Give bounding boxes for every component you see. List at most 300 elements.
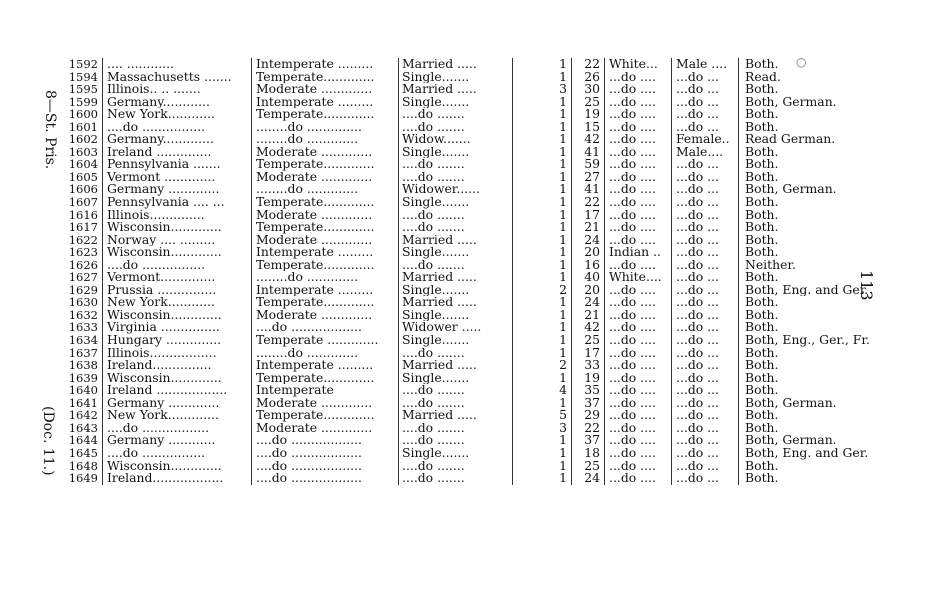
temperance-cell: Moderate .............: [252, 171, 399, 184]
sex-cell: ...do ...: [672, 372, 739, 385]
race-cell: ...do ....: [605, 221, 672, 234]
age-cell: 35: [572, 384, 605, 397]
race-cell: ...do ....: [605, 108, 672, 121]
sex-cell: ...do ...: [672, 422, 739, 435]
temperance-cell: Moderate .............: [252, 422, 399, 435]
marital-status-cell: ....do .......: [399, 347, 513, 360]
sex-cell: ...do ...: [672, 397, 739, 410]
sex-cell: ...do ...: [672, 409, 739, 422]
sex-cell: ...do ...: [672, 296, 739, 309]
race-cell: Indian ..: [605, 246, 672, 259]
column-gap: [513, 334, 544, 347]
race-cell: ...do ....: [605, 434, 672, 447]
table-row: [66, 183, 895, 196]
nativity-cell: Virginia ...............: [103, 321, 252, 334]
sex-cell: ...do ...: [672, 158, 739, 171]
race-cell: ...do ....: [605, 460, 672, 473]
nativity-cell: Wisconsin.............: [103, 309, 252, 322]
race-cell: ...do ....: [605, 321, 672, 334]
race-cell: ...do ....: [605, 284, 672, 297]
temperance-cell: Intemperate .........: [252, 246, 399, 259]
sex-cell: ...do ...: [672, 259, 739, 272]
sex-cell: ...do ...: [672, 359, 739, 372]
column-gap: [513, 384, 544, 397]
age-cell: 30: [572, 83, 605, 96]
age-cell: 15: [572, 121, 605, 134]
nativity-cell: Illinois..............: [103, 209, 252, 222]
record-number: 1595: [68, 83, 98, 96]
education-cell: Both.: [739, 422, 896, 435]
education-cell: Both, Eng. and Ger.: [739, 447, 896, 460]
sex-cell: ...do ...: [672, 246, 739, 259]
age-cell: 21: [572, 309, 605, 322]
nativity-cell: ....do ................: [103, 259, 252, 272]
prisoner-statistics-table: [66, 58, 895, 485]
running-head-side-label: 8—St. Pris.: [42, 90, 58, 170]
age-cell: 18: [572, 447, 605, 460]
education-cell: Both.: [739, 409, 896, 422]
table-row: [66, 271, 895, 284]
race-cell: ...do ....: [605, 472, 672, 485]
race-cell: White...: [605, 58, 672, 71]
temperance-cell: Intemperate .........: [252, 359, 399, 372]
temperance-cell: Temperate.............: [252, 259, 399, 272]
count-cell: 1: [559, 145, 567, 159]
temperance-cell: ....do ..................: [252, 434, 399, 447]
nativity-cell: ....do .................: [103, 422, 252, 435]
marital-status-cell: Single.......: [399, 146, 513, 159]
marital-status-cell: ....do .......: [399, 221, 513, 234]
record-number: 1623: [68, 246, 98, 259]
column-gap: [513, 121, 544, 134]
age-cell: 26: [572, 71, 605, 84]
nativity-cell: ....do ................: [103, 121, 252, 134]
nativity-cell: Ireland ..................: [103, 384, 252, 397]
sex-cell: ...do ...: [672, 121, 739, 134]
nativity-cell: Norway .... .........: [103, 234, 252, 247]
education-cell: Both.: [739, 372, 896, 385]
temperance-cell: Temperate.............: [252, 158, 399, 171]
sex-cell: ...do ...: [672, 108, 739, 121]
race-cell: ...do ....: [605, 347, 672, 360]
count-cell: 1: [559, 70, 567, 84]
age-cell: 22: [572, 58, 605, 71]
marital-status-cell: ....do .......: [399, 259, 513, 272]
record-number: 1644: [68, 434, 98, 447]
count-cell: 1: [559, 396, 567, 410]
age-cell: 40: [572, 271, 605, 284]
marital-status-cell: Single.......: [399, 309, 513, 322]
age-cell: 41: [572, 183, 605, 196]
count-cell: 1: [559, 246, 567, 259]
table-row: [66, 296, 895, 309]
record-number: 1637: [68, 346, 98, 360]
count-cell: 1: [559, 371, 567, 385]
nativity-cell: Germany.............: [103, 133, 252, 146]
marital-status-cell: Widower .....: [399, 321, 513, 334]
sex-cell: ...do ...: [672, 284, 739, 297]
education-cell: Both, German.: [739, 183, 896, 196]
nativity-cell: Vermont..............: [103, 271, 252, 284]
temperance-cell: ....do ..................: [252, 472, 399, 485]
age-cell: 27: [572, 171, 605, 184]
record-number: 1629: [68, 283, 98, 297]
column-gap: [513, 108, 544, 121]
nativity-cell: Prussia ...............: [103, 284, 252, 297]
record-number: 1639: [68, 371, 98, 385]
record-number: 1632: [68, 308, 98, 322]
record-number: 1630: [68, 296, 98, 309]
marital-status-cell: Single.......: [399, 246, 513, 259]
age-cell: 42: [572, 133, 605, 146]
race-cell: ...do ....: [605, 209, 672, 222]
count-cell: 1: [559, 472, 567, 485]
age-cell: 24: [572, 234, 605, 247]
count-cell: 1: [559, 120, 567, 134]
sex-cell: ...do ...: [672, 221, 739, 234]
count-cell: 1: [559, 334, 567, 347]
count-cell: 1: [559, 321, 567, 335]
race-cell: ...do ....: [605, 196, 672, 209]
count-cell: 1: [559, 271, 567, 284]
race-cell: ...do ....: [605, 397, 672, 410]
table-row: [66, 158, 895, 171]
age-cell: 29: [572, 409, 605, 422]
marital-status-cell: ....do .......: [399, 209, 513, 222]
age-cell: 33: [572, 359, 605, 372]
race-cell: ...do ....: [605, 447, 672, 460]
temperance-cell: Temperate .............: [252, 334, 399, 347]
column-gap: [513, 146, 544, 159]
marital-status-cell: Widower......: [399, 183, 513, 196]
race-cell: ...do ....: [605, 384, 672, 397]
column-gap: [513, 397, 544, 410]
column-gap: [513, 96, 544, 109]
count-cell: 1: [559, 208, 567, 222]
table-row: [66, 397, 895, 410]
record-number: 1633: [68, 321, 98, 335]
record-number: 1626: [68, 258, 98, 272]
count-cell: 1: [559, 434, 567, 447]
sex-cell: ...do ...: [672, 83, 739, 96]
record-number: 1643: [68, 421, 98, 435]
temperance-cell: Intemperate .........: [252, 284, 399, 297]
sex-cell: ...do ...: [672, 183, 739, 196]
race-cell: ...do ....: [605, 409, 672, 422]
record-number: 1617: [68, 221, 98, 234]
education-cell: Read.: [739, 71, 896, 84]
table-row: [66, 83, 895, 96]
marital-status-cell: Single.......: [399, 196, 513, 209]
table-row: [66, 146, 895, 159]
table-row: [66, 422, 895, 435]
age-cell: 37: [572, 434, 605, 447]
page-number: 113: [857, 270, 876, 301]
column-gap: [513, 209, 544, 222]
education-cell: Neither.: [739, 259, 896, 272]
record-number: 1605: [68, 170, 98, 184]
record-number: 1594: [68, 70, 98, 84]
education-cell: Both.: [739, 460, 896, 473]
sex-cell: ...do ...: [672, 96, 739, 109]
education-cell: Both.: [739, 472, 896, 485]
table-row: [66, 71, 895, 84]
record-number: 1640: [68, 384, 98, 397]
sex-cell: ...do ...: [672, 196, 739, 209]
sex-cell: ...do ...: [672, 347, 739, 360]
temperance-cell: Temperate.............: [252, 221, 399, 234]
nativity-cell: Germany .............: [103, 183, 252, 196]
column-gap: [513, 83, 544, 96]
column-gap: [513, 196, 544, 209]
age-cell: 59: [572, 158, 605, 171]
age-cell: 19: [572, 372, 605, 385]
marital-status-cell: Single.......: [399, 96, 513, 109]
race-cell: ...do ....: [605, 71, 672, 84]
temperance-cell: Temperate.............: [252, 196, 399, 209]
education-cell: Both, German.: [739, 96, 896, 109]
count-cell: 1: [559, 308, 567, 322]
column-gap: [513, 234, 544, 247]
count-cell: 2: [559, 283, 567, 297]
sex-cell: Female..: [672, 133, 739, 146]
count-cell: 1: [559, 296, 567, 309]
column-gap: [513, 296, 544, 309]
document-number-label: (Doc. 11.): [40, 406, 56, 476]
column-gap: [513, 259, 544, 272]
sex-cell: Male ....: [672, 58, 739, 71]
table-row: [66, 309, 895, 322]
column-gap: [513, 158, 544, 171]
column-gap: [513, 133, 544, 146]
nativity-cell: Illinois.. .. .......: [103, 83, 252, 96]
table-row: [66, 234, 895, 247]
record-number: 1634: [68, 334, 98, 347]
nativity-cell: Massachusetts .......: [103, 71, 252, 84]
record-number: 1641: [68, 396, 98, 410]
age-cell: 25: [572, 96, 605, 109]
education-cell: Both.: [739, 309, 896, 322]
column-gap: [513, 409, 544, 422]
count-cell: 1: [559, 258, 567, 272]
count-cell: 2: [559, 359, 567, 372]
sex-cell: ...do ...: [672, 434, 739, 447]
table-row: [66, 359, 895, 372]
column-gap: [513, 221, 544, 234]
education-cell: Both, Eng., Ger., Fr.: [739, 334, 896, 347]
column-gap: [513, 347, 544, 360]
count-cell: 1: [559, 459, 567, 473]
table-row: [66, 58, 895, 71]
marital-status-cell: Married .....: [399, 296, 513, 309]
education-cell: Both.: [739, 146, 896, 159]
count-cell: 1: [559, 108, 567, 121]
table-row: [66, 347, 895, 360]
column-gap: [513, 171, 544, 184]
age-cell: 41: [572, 146, 605, 159]
nativity-cell: Ireland..................: [103, 472, 252, 485]
age-cell: 21: [572, 221, 605, 234]
count-cell: 5: [559, 409, 567, 422]
education-cell: Both.: [739, 221, 896, 234]
marital-status-cell: ....do .......: [399, 158, 513, 171]
education-cell: Both.: [739, 271, 896, 284]
nativity-cell: Hungary ..............: [103, 334, 252, 347]
record-number: 1649: [68, 472, 98, 485]
education-cell: Both.: [739, 158, 896, 171]
record-number: 1592: [68, 58, 98, 71]
sex-cell: ...do ...: [672, 71, 739, 84]
marital-status-cell: Married .....: [399, 83, 513, 96]
temperance-cell: Moderate .............: [252, 146, 399, 159]
temperance-cell: Moderate .............: [252, 397, 399, 410]
record-number: 1638: [68, 359, 98, 372]
table-row: [66, 372, 895, 385]
nativity-cell: Germany............: [103, 96, 252, 109]
count-cell: 1: [559, 133, 567, 146]
count-cell: 1: [559, 158, 567, 171]
temperance-cell: Moderate .............: [252, 209, 399, 222]
table-row: [66, 321, 895, 334]
age-cell: 19: [572, 108, 605, 121]
table-row: [66, 384, 895, 397]
sex-cell: ...do ...: [672, 460, 739, 473]
count-cell: 1: [559, 446, 567, 460]
count-cell: 4: [559, 384, 567, 397]
nativity-cell: Ireland...............: [103, 359, 252, 372]
column-gap: [513, 246, 544, 259]
record-number: 1622: [68, 233, 98, 247]
age-cell: 16: [572, 259, 605, 272]
record-number: 1602: [68, 133, 98, 146]
race-cell: ...do ....: [605, 133, 672, 146]
temperance-cell: ........do .............: [252, 271, 399, 284]
marital-status-cell: ....do .......: [399, 384, 513, 397]
record-number: 1606: [68, 183, 98, 197]
marital-status-cell: Single.......: [399, 71, 513, 84]
race-cell: ...do ....: [605, 171, 672, 184]
table-row: [66, 460, 895, 473]
age-cell: 20: [572, 246, 605, 259]
temperance-cell: Temperate.............: [252, 71, 399, 84]
temperance-cell: Moderate .............: [252, 309, 399, 322]
record-number: 1616: [68, 208, 98, 222]
column-gap: [513, 460, 544, 473]
nativity-cell: Wisconsin.............: [103, 460, 252, 473]
education-cell: Both.: [739, 58, 896, 71]
nativity-cell: Wisconsin.............: [103, 221, 252, 234]
marital-status-cell: Single.......: [399, 372, 513, 385]
education-cell: Read German.: [739, 133, 896, 146]
nativity-cell: Germany .............: [103, 397, 252, 410]
column-gap: [513, 447, 544, 460]
record-number: 1604: [68, 158, 98, 171]
age-cell: 25: [572, 334, 605, 347]
table-row: [66, 472, 895, 485]
race-cell: ...do ....: [605, 96, 672, 109]
race-cell: ...do ....: [605, 183, 672, 196]
column-gap: [513, 359, 544, 372]
nativity-cell: Pennsylvania .......: [103, 158, 252, 171]
nativity-cell: Illinois.................: [103, 347, 252, 360]
count-cell: 1: [559, 170, 567, 184]
marital-status-cell: ....do .......: [399, 171, 513, 184]
race-cell: ...do ....: [605, 372, 672, 385]
race-cell: ...do ....: [605, 146, 672, 159]
education-cell: Both.: [739, 321, 896, 334]
table-row: [66, 334, 895, 347]
count-cell: 3: [559, 83, 567, 96]
record-number: 1607: [68, 196, 98, 209]
education-cell: Both.: [739, 121, 896, 134]
education-cell: Both.: [739, 108, 896, 121]
education-cell: Both.: [739, 209, 896, 222]
race-cell: ...do ....: [605, 259, 672, 272]
nativity-cell: Wisconsin.............: [103, 372, 252, 385]
race-cell: ...do ....: [605, 296, 672, 309]
education-cell: Both.: [739, 171, 896, 184]
marital-status-cell: ....do .......: [399, 397, 513, 410]
sex-cell: ...do ...: [672, 334, 739, 347]
count-cell: 1: [559, 221, 567, 234]
column-gap: [513, 183, 544, 196]
age-cell: 22: [572, 196, 605, 209]
temperance-cell: ....do ..................: [252, 321, 399, 334]
nativity-cell: Pennsylvania .... ...: [103, 196, 252, 209]
count-cell: 1: [559, 58, 567, 71]
count-cell: 1: [559, 95, 567, 109]
table-row: [66, 171, 895, 184]
marital-status-cell: Single.......: [399, 284, 513, 297]
age-cell: 22: [572, 422, 605, 435]
column-gap: [513, 309, 544, 322]
education-cell: Both, German.: [739, 397, 896, 410]
marital-status-cell: Married .....: [399, 58, 513, 71]
column-gap: [513, 271, 544, 284]
race-cell: ...do ....: [605, 234, 672, 247]
education-cell: Both.: [739, 246, 896, 259]
column-gap: [513, 71, 544, 84]
sex-cell: ...do ...: [672, 472, 739, 485]
nativity-cell: New York............: [103, 296, 252, 309]
table-row: [66, 221, 895, 234]
temperance-cell: ....do ..................: [252, 447, 399, 460]
race-cell: ...do ....: [605, 309, 672, 322]
record-number: 1642: [68, 409, 98, 422]
nativity-cell: Vermont .............: [103, 171, 252, 184]
column-gap: [513, 321, 544, 334]
temperance-cell: Temperate.............: [252, 372, 399, 385]
sex-cell: Male....: [672, 146, 739, 159]
sex-cell: ...do ...: [672, 271, 739, 284]
education-cell: Both.: [739, 83, 896, 96]
marital-status-cell: Single.......: [399, 334, 513, 347]
table-row: [66, 196, 895, 209]
race-cell: ...do ....: [605, 359, 672, 372]
age-cell: 42: [572, 321, 605, 334]
sex-cell: ...do ...: [672, 171, 739, 184]
marital-status-cell: ....do .......: [399, 460, 513, 473]
temperance-cell: Intemperate .........: [252, 96, 399, 109]
table-row: [66, 259, 895, 272]
race-cell: ...do ....: [605, 334, 672, 347]
nativity-cell: Germany ............: [103, 434, 252, 447]
race-cell: ...do ....: [605, 422, 672, 435]
column-gap: [513, 372, 544, 385]
marital-status-cell: ....do .......: [399, 472, 513, 485]
record-number: 1601: [68, 120, 98, 134]
education-cell: Both.: [739, 347, 896, 360]
